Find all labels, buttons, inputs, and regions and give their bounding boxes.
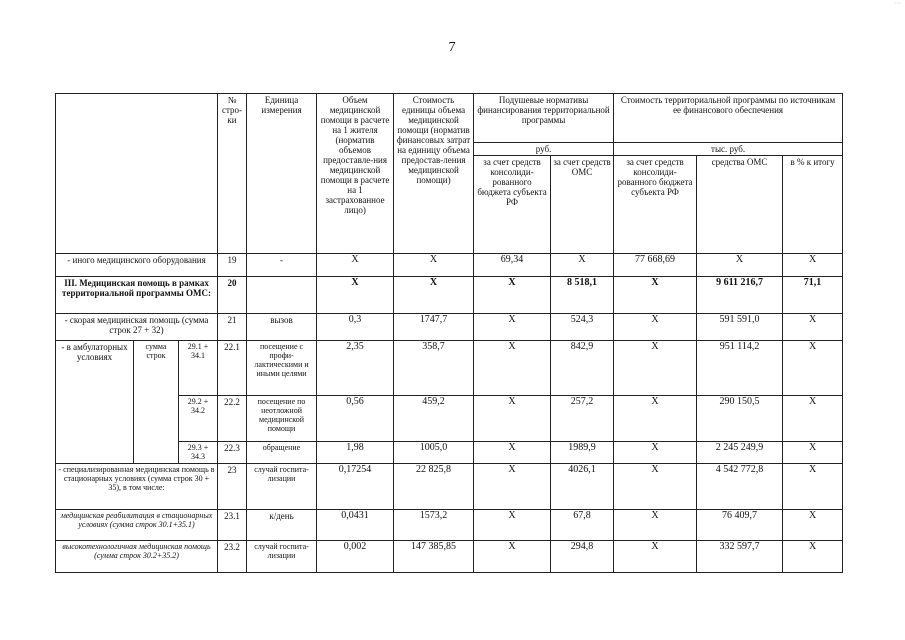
row-pc-budget: X — [474, 442, 551, 464]
row-cost: 358,7 — [394, 341, 474, 396]
row-sum-formula: 29.2 + 34.2 — [179, 396, 218, 442]
row-no: 22.2 — [218, 396, 247, 442]
header-col-oms: за счет средств ОМС — [551, 156, 614, 254]
table-row — [56, 541, 843, 573]
row-pc-budget: X — [474, 277, 551, 314]
header-col-pct: в % к итогу — [783, 156, 843, 254]
row-pc-oms: 8 518,1 — [551, 277, 614, 314]
row-cost: 1573,2 — [394, 510, 474, 541]
table-row — [56, 314, 843, 341]
row-volume: 0,3 — [317, 314, 394, 341]
row-cost: X — [394, 254, 474, 277]
header-program-cost: Стоимость территориальной программы по источникам ее финансового обеспечения — [614, 94, 843, 143]
row-unit: случай госпита-лизации — [247, 541, 317, 573]
row-unit: посещение по неотложной медицинской помощи — [247, 396, 317, 442]
row-cost: X — [394, 277, 474, 314]
row-pc-budget: X — [474, 510, 551, 541]
header-col-budget: за счет средств консолиди-рованного бюджета субъекта РФ — [474, 156, 551, 254]
row-volume: 0,002 — [317, 541, 394, 573]
row-label: медицинская реабилитация в стационарных условиях (сумма строк 30.1+35.1) — [56, 510, 218, 541]
row-tc-oms: 4 542 772,8 — [697, 464, 783, 510]
row-tc-budget: X — [614, 541, 697, 573]
row-pct: X — [783, 396, 843, 442]
row-tc-oms: 9 611 216,7 — [697, 277, 783, 314]
row-volume: 0,0431 — [317, 510, 394, 541]
row-pc-oms: 4026,1 — [551, 464, 614, 510]
row-pc-budget: X — [474, 541, 551, 573]
row-pct: X — [783, 254, 843, 277]
row-pct: X — [783, 464, 843, 510]
row-tc-budget: X — [614, 314, 697, 341]
row-volume: 0,17254 — [317, 464, 394, 510]
header-per-capita: Подушевые нормативы финансирования территориальной программы — [474, 94, 614, 143]
row-label: III. Медицинская помощь в рамках территориальной программы ОМС: — [56, 277, 218, 314]
row-volume: X — [317, 277, 394, 314]
row-tc-oms: X — [697, 254, 783, 277]
row-label: высокотехнологичная медицинская помощь (сумма строк 30.2+35.2) — [56, 541, 218, 573]
row-label: - иного медицинского оборудования — [56, 254, 218, 277]
row-tc-budget: X — [614, 464, 697, 510]
row-no: 19 — [218, 254, 247, 277]
row-cost: 22 825,8 — [394, 464, 474, 510]
row-cost: 1747,7 — [394, 314, 474, 341]
row-no: 22.3 — [218, 442, 247, 464]
row-unit: вызов — [247, 314, 317, 341]
row-tc-budget: X — [614, 442, 697, 464]
row-pc-budget: X — [474, 314, 551, 341]
row-tc-oms: 332 597,7 — [697, 541, 783, 573]
row-pc-oms: X — [551, 254, 614, 277]
row-no: 23.1 — [218, 510, 247, 541]
row-sum-formula: 29.1 + 34.1 — [179, 341, 218, 396]
table-row — [56, 464, 843, 510]
table-row — [56, 277, 843, 314]
header-row-no: № стро-ки — [218, 94, 247, 254]
sum-label: сумма строк — [134, 341, 179, 464]
header-col-budget-2: за счет средств консолиди-рованного бюджета субъекта РФ — [614, 156, 697, 254]
row-tc-oms: 290 150,5 — [697, 396, 783, 442]
row-volume: 0,56 — [317, 396, 394, 442]
row-pc-budget: X — [474, 464, 551, 510]
header-blank — [56, 94, 218, 254]
row-tc-budget: X — [614, 341, 697, 396]
row-tc-oms: 2 245 249,9 — [697, 442, 783, 464]
header-row-1 — [56, 94, 843, 143]
row-no: 23.2 — [218, 541, 247, 573]
row-tc-budget: 77 668,69 — [614, 254, 697, 277]
row-pc-oms: 842,9 — [551, 341, 614, 396]
row-tc-budget: X — [614, 277, 697, 314]
row-unit — [247, 277, 317, 314]
row-unit: посещение с профи-лактическими и иными целями — [247, 341, 317, 396]
row-pct: X — [783, 510, 843, 541]
page-number: 7 — [448, 40, 456, 55]
row-tc-oms: 591 591,0 — [697, 314, 783, 341]
row-unit: обращение — [247, 442, 317, 464]
header-unit: Единица измерения — [247, 94, 317, 254]
header-cost: Стоимость единицы объема медицинской помощи (норматив финансовых затрат на единицу объема предостав-ления медицинской помощи) — [394, 94, 474, 254]
row-tc-budget: X — [614, 396, 697, 442]
row-pc-budget: X — [474, 341, 551, 396]
row-label: - скорая медицинская помощь (сумма строк 27 + 32) — [56, 314, 218, 341]
row-cost: 459,2 — [394, 396, 474, 442]
row-pc-budget: X — [474, 396, 551, 442]
table-row — [56, 341, 843, 396]
header-col-oms-2: средства ОМС — [697, 156, 783, 254]
row-pct: X — [783, 442, 843, 464]
row-pc-oms: 1989,9 — [551, 442, 614, 464]
row-tc-budget: X — [614, 510, 697, 541]
row-pc-oms: 257,2 — [551, 396, 614, 442]
row-no: 23 — [218, 464, 247, 510]
row-pct: X — [783, 341, 843, 396]
row-unit: - — [247, 254, 317, 277]
row-unit: случай госпита-лизации — [247, 464, 317, 510]
row-volume: 1,98 — [317, 442, 394, 464]
row-tc-oms: 951 114,2 — [697, 341, 783, 396]
row-no: 22.1 — [218, 341, 247, 396]
row-unit: к/день — [247, 510, 317, 541]
row-volume: X — [317, 254, 394, 277]
row-pc-oms: 294,8 — [551, 541, 614, 573]
table-row — [56, 254, 843, 277]
row-cost: 1005,0 — [394, 442, 474, 464]
row-pct: X — [783, 314, 843, 341]
row-pc-oms: 67,8 — [551, 510, 614, 541]
header-volume: Объем медицинской помощи в расчете на 1 жителя (норматив объемов предоставле-ния медицинской помощи в расчете на 1 застрахованное лицо) — [317, 94, 394, 254]
row-sum-formula: 29.3 + 34.3 — [179, 442, 218, 464]
row-pct: X — [783, 541, 843, 573]
row-pc-oms: 524,3 — [551, 314, 614, 341]
row-pct: 71,1 — [783, 277, 843, 314]
row-volume: 2,35 — [317, 341, 394, 396]
row-tc-oms: 76 409,7 — [697, 510, 783, 541]
financing-table — [55, 93, 843, 573]
corner-mark: ··· — [894, 0, 901, 7]
row-cost: 147 385,85 — [394, 541, 474, 573]
header-thous-rub: тыс. руб. — [614, 143, 843, 156]
row-no: 20 — [218, 277, 247, 314]
table-row — [56, 510, 843, 541]
row-label: - в амбулаторных условиях — [56, 341, 134, 464]
row-no: 21 — [218, 314, 247, 341]
row-label: - специализированная медицинская помощь в стационарных условиях (сумма строк 30 + 35), в том числе: — [56, 464, 218, 510]
row-pc-budget: 69,34 — [474, 254, 551, 277]
header-rub: руб. — [474, 143, 614, 156]
